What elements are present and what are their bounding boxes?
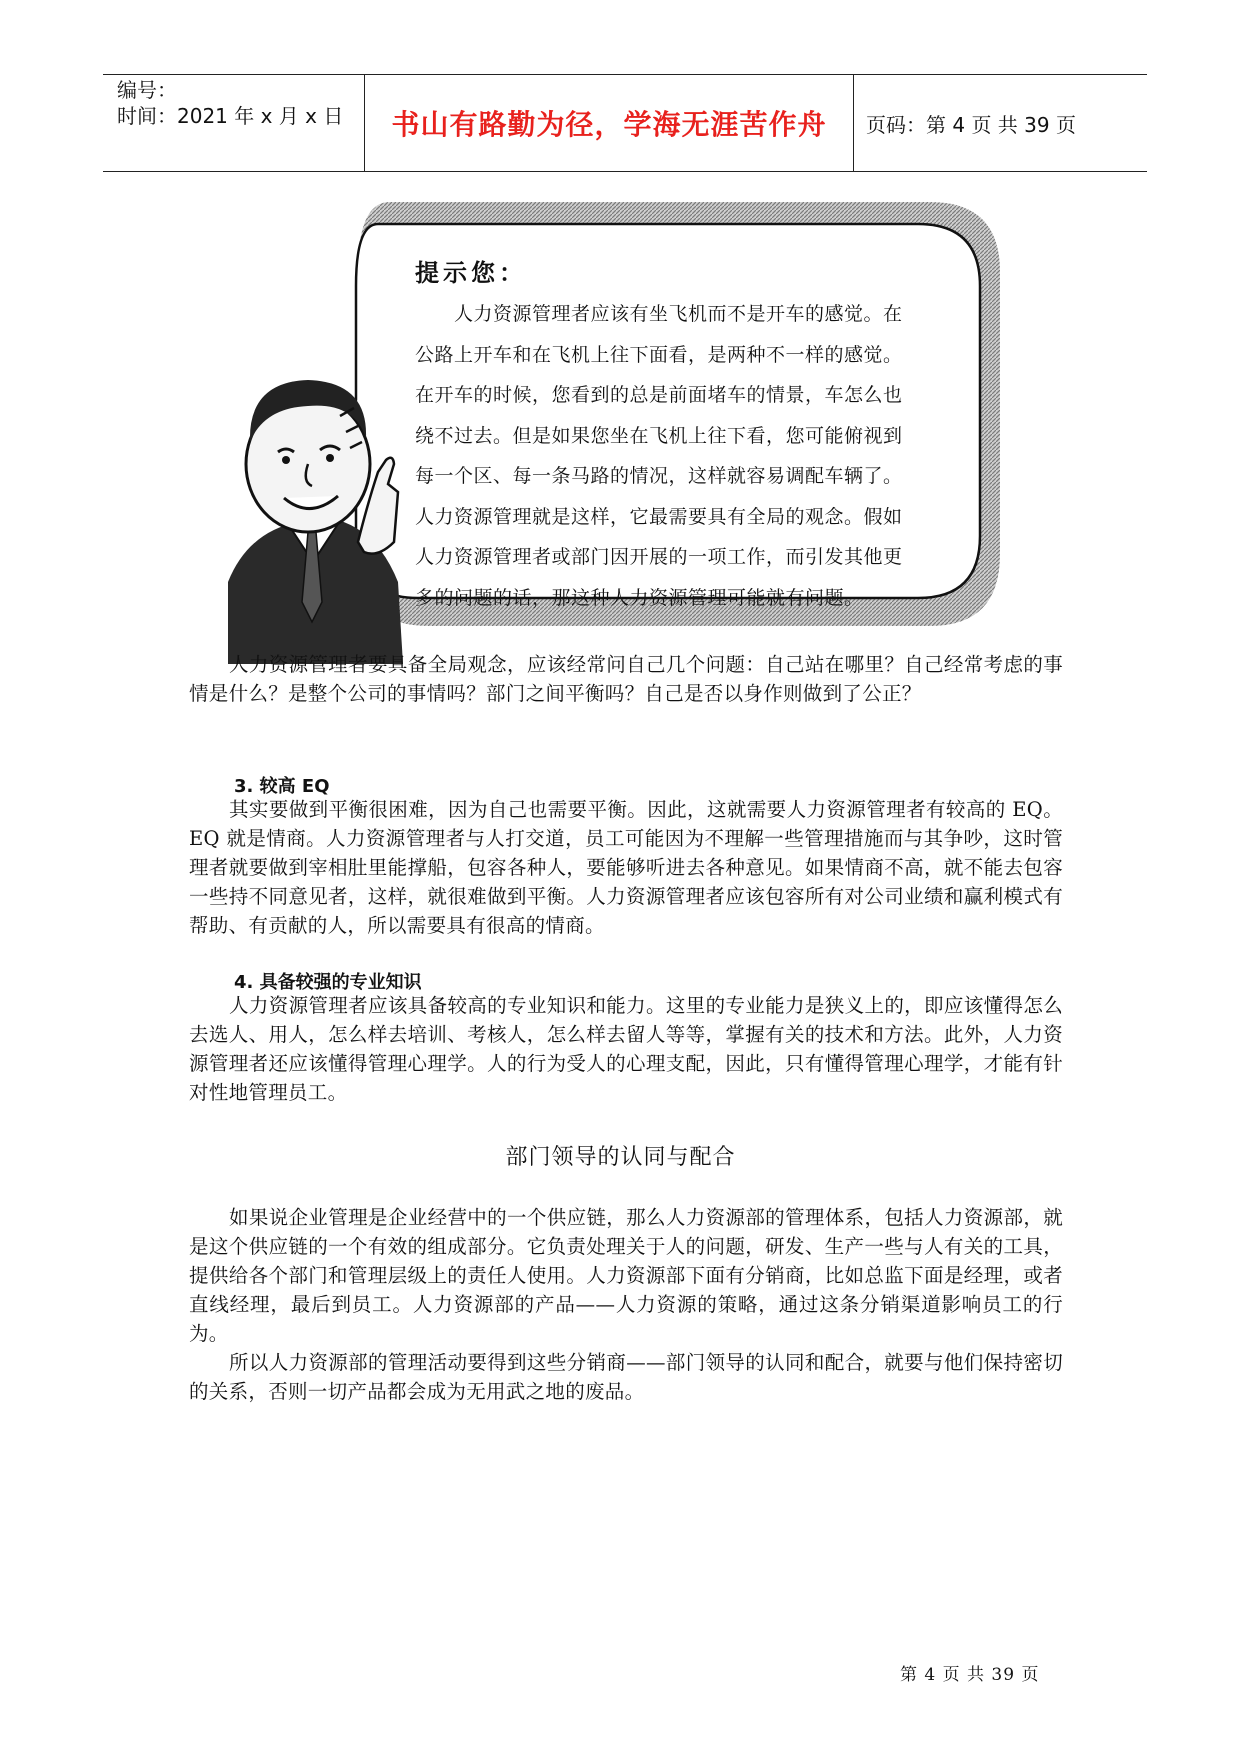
header-meta	[103, 75, 365, 171]
section-title: 部门领导的认同与配合	[505, 1145, 736, 1170]
tip-line: 人力资源管理就是这样，它最需要具有全局的观念。假如	[415, 505, 903, 528]
paragraph-professional-knowledge: 人力资源管理者应该具备较高的专业知识和能力。这里的专业能力是狭义上的，即应该懂得怎么去选人、用人，怎么样去培训、考核人，怎么样去留人等等，掌握有关的技术和方法。此外，人力资源管理者还应该懂得管理心理学。人的行为受人的心理支配，因此，只有懂得管理心理学，才能有针对性地管理员工。	[189, 994, 1063, 1104]
tip-text-block	[415, 258, 975, 618]
tip-title: 提示您：	[415, 259, 527, 287]
tip-line: 公路上开车和在飞机上往下面看，是两种不一样的感觉。	[415, 343, 903, 366]
document-time: 时间：2021 年 x 月 x 日	[117, 104, 344, 128]
tip-line: 每一个区、每一条马路的情况，这样就容易调配车辆了。	[415, 465, 903, 487]
paragraph-global-view: 人力资源管理者要具备全局观念，应该经常问自己几个问题：自己站在哪里？自己经常考虑的事情是什么？是整个公司的事情吗？部门之间平衡吗？自己是否以身作则做到了公正？	[189, 653, 1063, 705]
paragraph-eq: 其实要做到平衡很困难，因为自己也需要平衡。因此，这就需要人力资源管理者有较高的 EQ。EQ 就是情商。人力资源管理者与人打交道，员工可能因为不理解一些管理措施而与其争吵，这时管理者就要做到宰相肚里能撑船，包容各种人，要能够听进去各种意见。如果情商不高，就不能去包容一些持不同意见者，这样，就很难做到平衡。人力资源管理者应该包容所有对公司业绩和赢利模式有帮助、有贡献的人，所以需要具有很高的情商。	[189, 798, 1063, 937]
page-header	[103, 74, 1147, 172]
paragraph-supply-chain: 如果说企业管理是企业经营中的一个供应链，那么人力资源部的管理体系，包括人力资源部，就是这个供应链的一个有效的组成部分。它负责处理关于人的问题，研发、生产一些与人有关的工具，提供给各个部门和管理层级上的责任人使用。人力资源部下面有分销商，比如总监下面是经理，或者直线经理，最后到员工。人力资源部的产品——人力资源的策略，通过这条分销渠道影响员工的行为。	[189, 1206, 1063, 1345]
heading-eq: 3. 较高 EQ	[234, 776, 330, 797]
heading-professional-knowledge: 4. 具备较强的专业知识	[234, 972, 422, 993]
tip-line: 绕不过去。但是如果您坐在飞机上往下看，您可能俯视到	[415, 424, 903, 447]
page-footer: 第 4 页 共 39 页	[900, 1665, 1040, 1685]
header-motto: 书山有路勤为径，学海无涯苦作舟	[365, 75, 854, 171]
tip-line: 多的问题的话，那这种人力资源管理可能就有问题。	[415, 586, 864, 609]
header-page-info: 页码：第 4 页 共 39 页	[866, 112, 1076, 137]
tip-line: 人力资源管理者应该有坐飞机而不是开车的感觉。在	[415, 303, 903, 325]
paragraph-cooperation: 所以人力资源部的管理活动要得到这些分销商——部门领导的认同和配合，就要与他们保持密切的关系，否则一切产品都会成为无用武之地的废品。	[189, 1351, 1063, 1403]
tip-line: 人力资源管理者或部门因开展的一项工作，而引发其他更	[415, 546, 903, 568]
tip-line: 在开车的时候，您看到的总是前面堵车的情景，车怎么也	[415, 384, 903, 406]
document-number-label: 编号：	[117, 78, 177, 102]
